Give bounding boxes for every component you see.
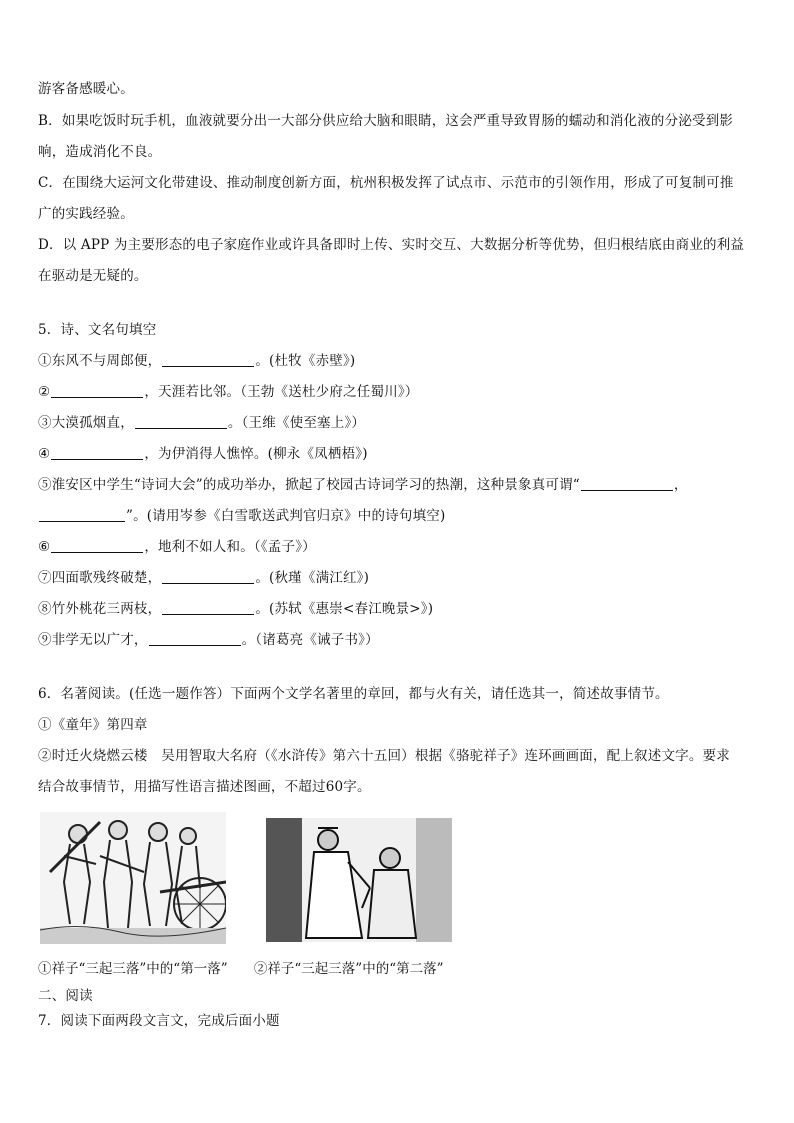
answer-blank[interactable]: [149, 631, 241, 646]
q6-title: 6．名著阅读。(任选一题作答）下面两个文学名著里的章回，都与火有关，请任选其一，简述故事情节。: [38, 686, 669, 702]
q5-item-9: ⑨非学无以广才， 。（诸葛亮《诫子书》）: [38, 632, 379, 648]
answer-blank[interactable]: [162, 569, 254, 584]
q5-item-1: ①东风不与周郎便， 。(杜牧《赤壁》): [38, 353, 356, 369]
option-a-tail: 游客备感暖心。: [38, 81, 134, 97]
q5-title: 5．诗、文名句填空: [38, 322, 157, 338]
q5-item-7: ⑦四面歌残终破楚， 。(秋瑾《满江红》): [38, 570, 370, 586]
option-c-line1: C．在围绕大运河文化带建设、推动制度创新方面，杭州积极发挥了试点市、示范市的引领作用，形成了可复制可推: [38, 175, 734, 191]
answer-blank[interactable]: [51, 445, 143, 460]
q5-item-3: ③大漠孤烟直， 。（王维《使至塞上》）: [38, 415, 366, 431]
answer-blank[interactable]: [51, 538, 143, 553]
answer-blank[interactable]: [581, 476, 673, 491]
caption-second-fall: ②祥子“三起三落”中的“第二落”: [253, 961, 444, 977]
option-d-line2: 在驱动是无疑的。: [38, 268, 148, 284]
option-d-line1: D．以 APP 为主要形态的电子家庭作业或许具备即时上传、实时交互、大数据分析等优势，但归根结底由商业的利益: [38, 237, 745, 253]
answer-blank[interactable]: [39, 507, 125, 522]
q5-item-2: ② ，天涯若比邻。（王勃《送杜少府之任蜀川》）: [38, 384, 419, 400]
caption-first-fall: ①祥子“三起三落”中的“第一落”: [38, 961, 228, 977]
q5-item-4: ④ ，为伊消得人憔悴。(柳永《凤栖梧》): [38, 446, 368, 462]
answer-blank[interactable]: [51, 383, 143, 398]
illustration-captions: [38, 957, 466, 977]
option-b-line2: 响，造成消化不良。: [38, 144, 162, 160]
answer-blank[interactable]: [135, 414, 227, 429]
answer-blank[interactable]: [162, 600, 254, 615]
option-b-line1: B．如果吃饭时玩手机，血液就要分出一大部分供应给大脑和眼睛，这会严重导致胃肠的蠕动和消化液的分泌受到影: [38, 113, 734, 129]
q6-item-2-line2: 结合故事情节，用描写性语言描述图画，不超过60字。: [38, 779, 371, 795]
q5-item-5-line2: ”。(请用岑参《白雪歌送武判官归京》中的诗句填空): [38, 506, 445, 526]
q5-item-6: ⑥ ，地利不如人和。（《孟子》）: [38, 539, 316, 555]
illustration-xiangzi-second-fall: [266, 818, 452, 942]
answer-blank[interactable]: [162, 352, 254, 367]
q6-item-1: ①《童年》第四章: [38, 717, 148, 733]
q7-title: 7．阅读下面两段文言文，完成后面小题: [38, 1013, 280, 1029]
q6-item-2-line1: ②时迁火烧燃云楼 吴用智取大名府（《水浒传》第六十五回）根据《骆驼祥子》连环画画面，配上叙述文字。要求: [38, 748, 730, 764]
section-reading-heading: 二、阅读: [38, 988, 93, 1004]
q5-item-8: ⑧竹外桃花三两枝， 。(苏轼《惠崇<春江晚景>》): [38, 601, 434, 617]
option-c-line2: 广的实践经验。: [38, 206, 134, 222]
illustration-xiangzi-first-fall: [40, 812, 226, 944]
q5-item-5-line1: ⑤淮安区中学生“诗词大会”的成功举办，掀起了校园古诗词学习的热潮，这种景象真可谓“ ，: [38, 477, 688, 493]
